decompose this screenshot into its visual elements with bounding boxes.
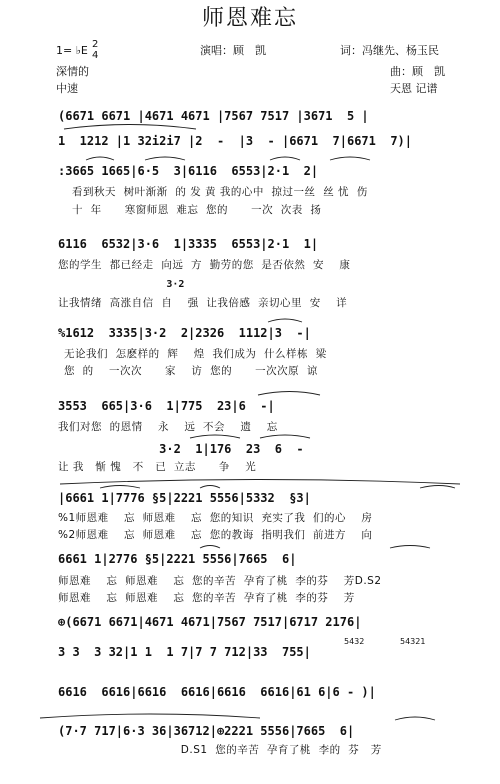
grace-note-1: 5432: [344, 637, 365, 646]
notation-row-9: |6661 1|7776 §5|2221 5556|5332 §3|: [58, 491, 311, 505]
lyric-row-8: 让 我 惭 愧 不 已 立志 争 光: [58, 461, 257, 473]
notation-row-5: 3·2: [58, 279, 185, 290]
notation-row-2: 1 1212 |1 32i2i7 |2 - |3 - |6671 7|6671 7)|: [58, 134, 413, 148]
lyric-row-5: 让我情绪 高涨自信 自 强 让我倍感 亲切心里 安 详: [58, 297, 348, 309]
notation-row-4: 6116 6532|3·6 1|3335 6553|2·1 1|: [58, 237, 319, 251]
lyric-row-6-verse-1: 无论我们 怎麽样的 辉 煌 我们成为 什么样栋 梁: [64, 348, 327, 360]
notation-row-7: 3553 665|3·6 1|775 23|6 -|: [58, 399, 275, 413]
notation-row-14: (7·7 717|6·3 36|36712|⊕2221 5556|7665 6|: [58, 724, 355, 738]
notation-row-12: 3 3 3 32|1 1 1 7|7 7 712|33 755|: [58, 645, 311, 659]
time-signature-top: 2: [92, 39, 99, 50]
lyric-row-3-verse-2: 十 年 寒窗师恩 难忘 您的 一次 次表 扬: [72, 204, 322, 216]
key-signature: 1= ♭E: [56, 44, 88, 57]
lyric-row-14: D.S1 您的辛苦 孕育了桃 李的 芬 芳: [58, 744, 382, 756]
time-signature-bottom: 4: [92, 50, 99, 61]
grace-note-2: 54321: [400, 637, 426, 646]
lyric-row-3-verse-1: 看到秋天 树叶渐渐 的 发 黄 我的心中 掠过一丝 丝 忧 伤: [72, 186, 368, 198]
page-title: 师恩难忘: [201, 6, 298, 31]
singer-credit: 演唱：顾 凯: [200, 44, 266, 57]
mood-marking: 深情的: [56, 65, 89, 78]
composer-credit: 曲：顾 凯: [390, 65, 445, 78]
notation-row-10: 6661 1|2776 §5|2221 5556|7665 6|: [58, 552, 297, 566]
lyric-row-9-verse-1: %1师恩难 忘 师恩难 忘 您的知识 充实了我 们的心 房: [58, 512, 373, 524]
lyric-row-4: 您的学生 都已经走 向远 方 勤劳的您 是否依然 安 康: [58, 259, 351, 271]
lyricist-credit: 词：冯继先、杨玉民: [340, 44, 439, 57]
notation-row-11: ⊕(6671 6671|4671 4671|7567 7517|6717 2176|: [58, 615, 362, 629]
notation-row-6: %1612 3335|3·2 2|2326 1112|3 -|: [58, 326, 311, 340]
tempo-marking: 中速: [56, 82, 78, 95]
notation-row-3: :3665 1665|6·5 3|6116 6553|2·1 2|: [58, 164, 319, 178]
lyric-row-10-verse-2: 师恩难 忘 师恩难 忘 您的辛苦 孕育了桃 李的芬 芳: [58, 592, 355, 604]
notation-row-13: 6616 6616|6616 6616|6616 6616|61 6|6 - )|: [58, 685, 376, 699]
notation-row-8: 3·2 1|176 23 6 -: [58, 442, 304, 456]
transcriber-credit: 天恩 记谱: [390, 82, 438, 95]
lyric-row-6-verse-2: 您 的 一次次 家 访 您的 一次次原 谅: [64, 365, 318, 377]
lyric-row-7: 我们对您 的恩情 永 远 不会 遗 忘: [58, 421, 278, 433]
lyric-row-10-verse-1: 师恩难 忘 师恩难 忘 您的辛苦 孕育了桃 李的芬 芳D.S2: [58, 575, 382, 587]
lyric-row-9-verse-2: %2师恩难 忘 师恩难 忘 您的教诲 指明我们 前进方 向: [58, 529, 373, 541]
notation-row-1: (6671 6671 |4671 4671 |7567 7517 |3671 5 |: [58, 109, 369, 123]
